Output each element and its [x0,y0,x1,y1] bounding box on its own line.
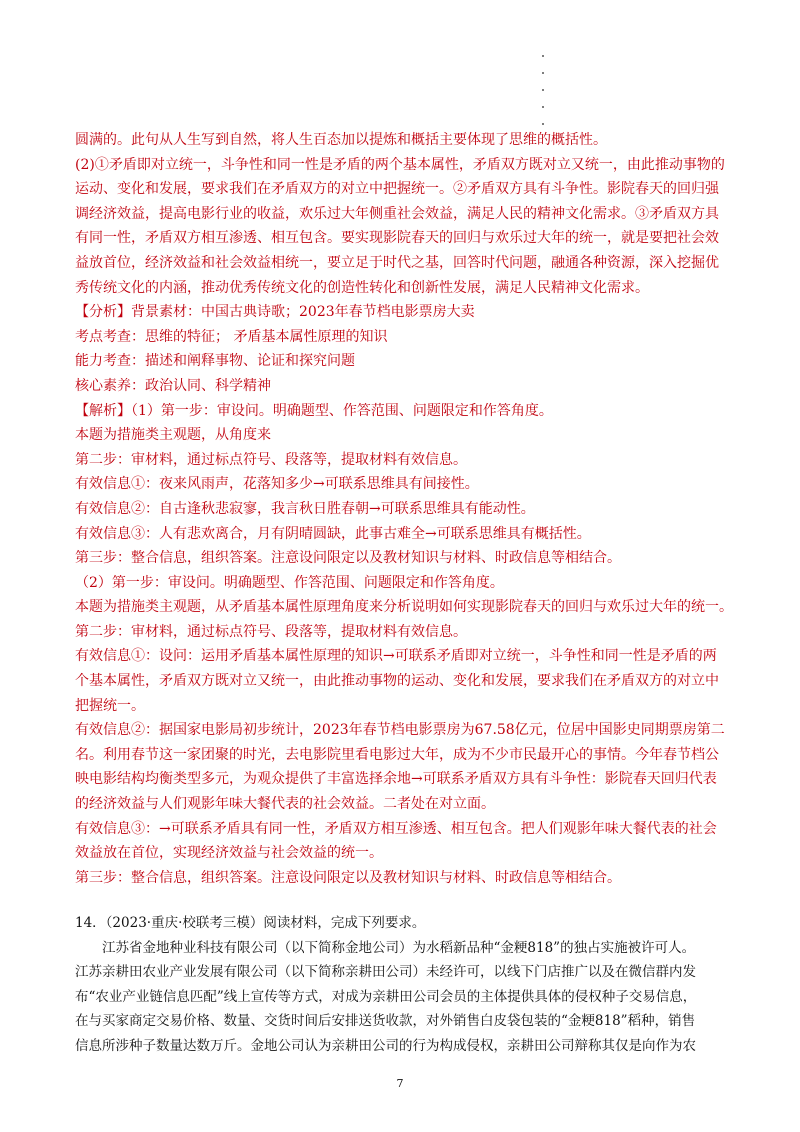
explanation-line: 的经济效益与人们观影年味大餐代表的社会效益。二者处在对立面。 [75,796,495,813]
explanation-line: 有效信息③：→可联系矛盾具有同一性，矛盾双方相互渗透、相互包含。把人们观影年味大餐代表的社会 [75,820,717,837]
analysis-line: 核心素养：政治认同、科学精神 [75,377,271,394]
answer-line: (2)①矛盾即对立统一，斗争性和同一性是矛盾的两个基本属性，矛盾双方既对立又统一，由此推动事物的 [75,156,725,173]
analysis-line: 【分析】背景素材：中国古典诗歌；2023年春节档电影票房大卖 [75,304,475,321]
explanation-line: 本题为措施类主观题，从角度来 [75,427,271,444]
answer-line: 秀传统文化的内涵，推动优秀传统文化的创造性转化和创新性发展，满足人民精神文化需求。 [75,279,649,296]
answer-line: 圆满的。此句从人生写到自然，将人生百态加以提炼和概括主要体现了思维的概括性。 [75,132,607,148]
explanation-line: 有效信息①：夜来风雨声，花落知多少→可联系思维具有间接性。 [75,476,479,493]
explanation-line: （2）第一步：审设问。明确题型、作答范围、问题限定和作答角度。 [75,574,504,591]
material-line: 江苏亲耕田农业产业发展有限公司（以下简称亲耕田公司）未经许可，以线下门店推广以及在微信群内发 [75,964,696,981]
answer-section [75,128,735,890]
explanation-line: 把握统一。 [75,697,145,714]
answer-line: 益放首位，经济效益和社会效益相统一，要立足于时代之基，回答时代问题，融通各种资源，深入挖掘优 [75,254,719,271]
explanation-line: 效益放在首位，实现经济效益与社会效益的统一。 [75,845,383,862]
material-line: 信息所涉种子数量达数万斤。金地公司认为亲耕田公司的行为构成侵权，亲耕田公司辩称其仅是向作为农 [75,1037,696,1054]
material-line: 江苏省金地种业科技有限公司（以下简称金地公司）为水稻新品种“金粳818”的独占实施被许可人。 [102,939,696,956]
explanation-line: 第二步：审材料，通过标点符号、段落等，提取材料有效信息。 [75,623,467,640]
question-header: 14．（2023·重庆·校联考三模）阅读材料，完成下列要求。 [75,915,426,931]
material-line: 在与买家商定交易价格、数量、交货时间后安排送货收款，对外销售白皮袋包装的“金粳818”稻种，销售 [75,1013,696,1030]
explanation-line: 个基本属性，矛盾双方既对立又统一，由此推动事物的运动、变化和发展，要求我们在矛盾双方的对立中 [75,673,719,690]
explanation-line: 有效信息③：人有悲欢离合，月有阴晴圆缺，此事古难全→可联系思维具有概括性。 [75,525,591,542]
explanation-line: 第三步：整合信息，组织答案。注意设问限定以及教材知识与材料、时政信息等相结合。 [75,550,621,567]
answer-line: 有同一性，矛盾双方相互渗透、相互包含。要实现影院春天的回归与欢乐过大年的统一，就是要把社会效 [75,230,719,247]
material-line: 布“农业产业链信息匹配”线上宣传等方式，对成为亲耕田公司会员的主体提供具体的侵权种子交易信息， [75,988,697,1005]
explanation-line: 映电影结构均衡类型多元，为观众提供了丰富选择余地→可联系矛盾双方具有斗争性：影院春天回归代表 [75,771,717,788]
question-14 [75,911,735,1059]
explanation-line: 名。利用春节这一家团聚的时光，去电影院里看电影过大年，成为不少市民最开心的事情。今年春节档公 [75,746,719,763]
explanation-line: 【解析】（1）第一步：审设问。明确题型、作答范围、问题限定和作答角度。 [75,402,553,419]
analysis-line: 考点考查：思维的特征； 矛盾基本属性原理的知识 [75,328,388,345]
explanation-line: 有效信息①：设问：运用矛盾基本属性原理的知识→可联系矛盾即对立统一，斗争性和同一性是矛盾的两 [75,648,717,665]
explanation-line: 本题为措施类主观题，从矛盾基本属性原理角度来分析说明如何实现影院春天的回归与欢乐过大年的统一。 [75,599,733,616]
answer-line: 运动、变化和发展，要求我们在矛盾双方的对立中把握统一。②矛盾双方具有斗争性。影院春天的回归强 [75,181,719,198]
page-number: 7 [396,1077,404,1090]
explanation-line: 有效信息②：自古逢秋悲寂寥，我言秋日胜春朝→可联系思维具有能动性。 [75,500,535,517]
explanation-line: 第三步：整合信息，组织答案。注意设问限定以及教材知识与材料、时政信息等相结合。 [75,869,621,886]
analysis-line: 能力考查：描述和阐释事物、论证和探究问题 [75,353,355,370]
answer-line: 调经济效益，提高电影行业的收益，欢乐过大年侧重社会效益，满足人民的精神文化需求。③矛盾双方具 [75,205,719,222]
explanation-line: 有效信息②：据国家电影局初步统计，2023年春节档电影票房为67.58亿元，位居中国影史同期票房第二 [75,722,725,739]
explanation-line: 第二步：审材料，通过标点符号、段落等，提取材料有效信息。 [75,451,467,468]
